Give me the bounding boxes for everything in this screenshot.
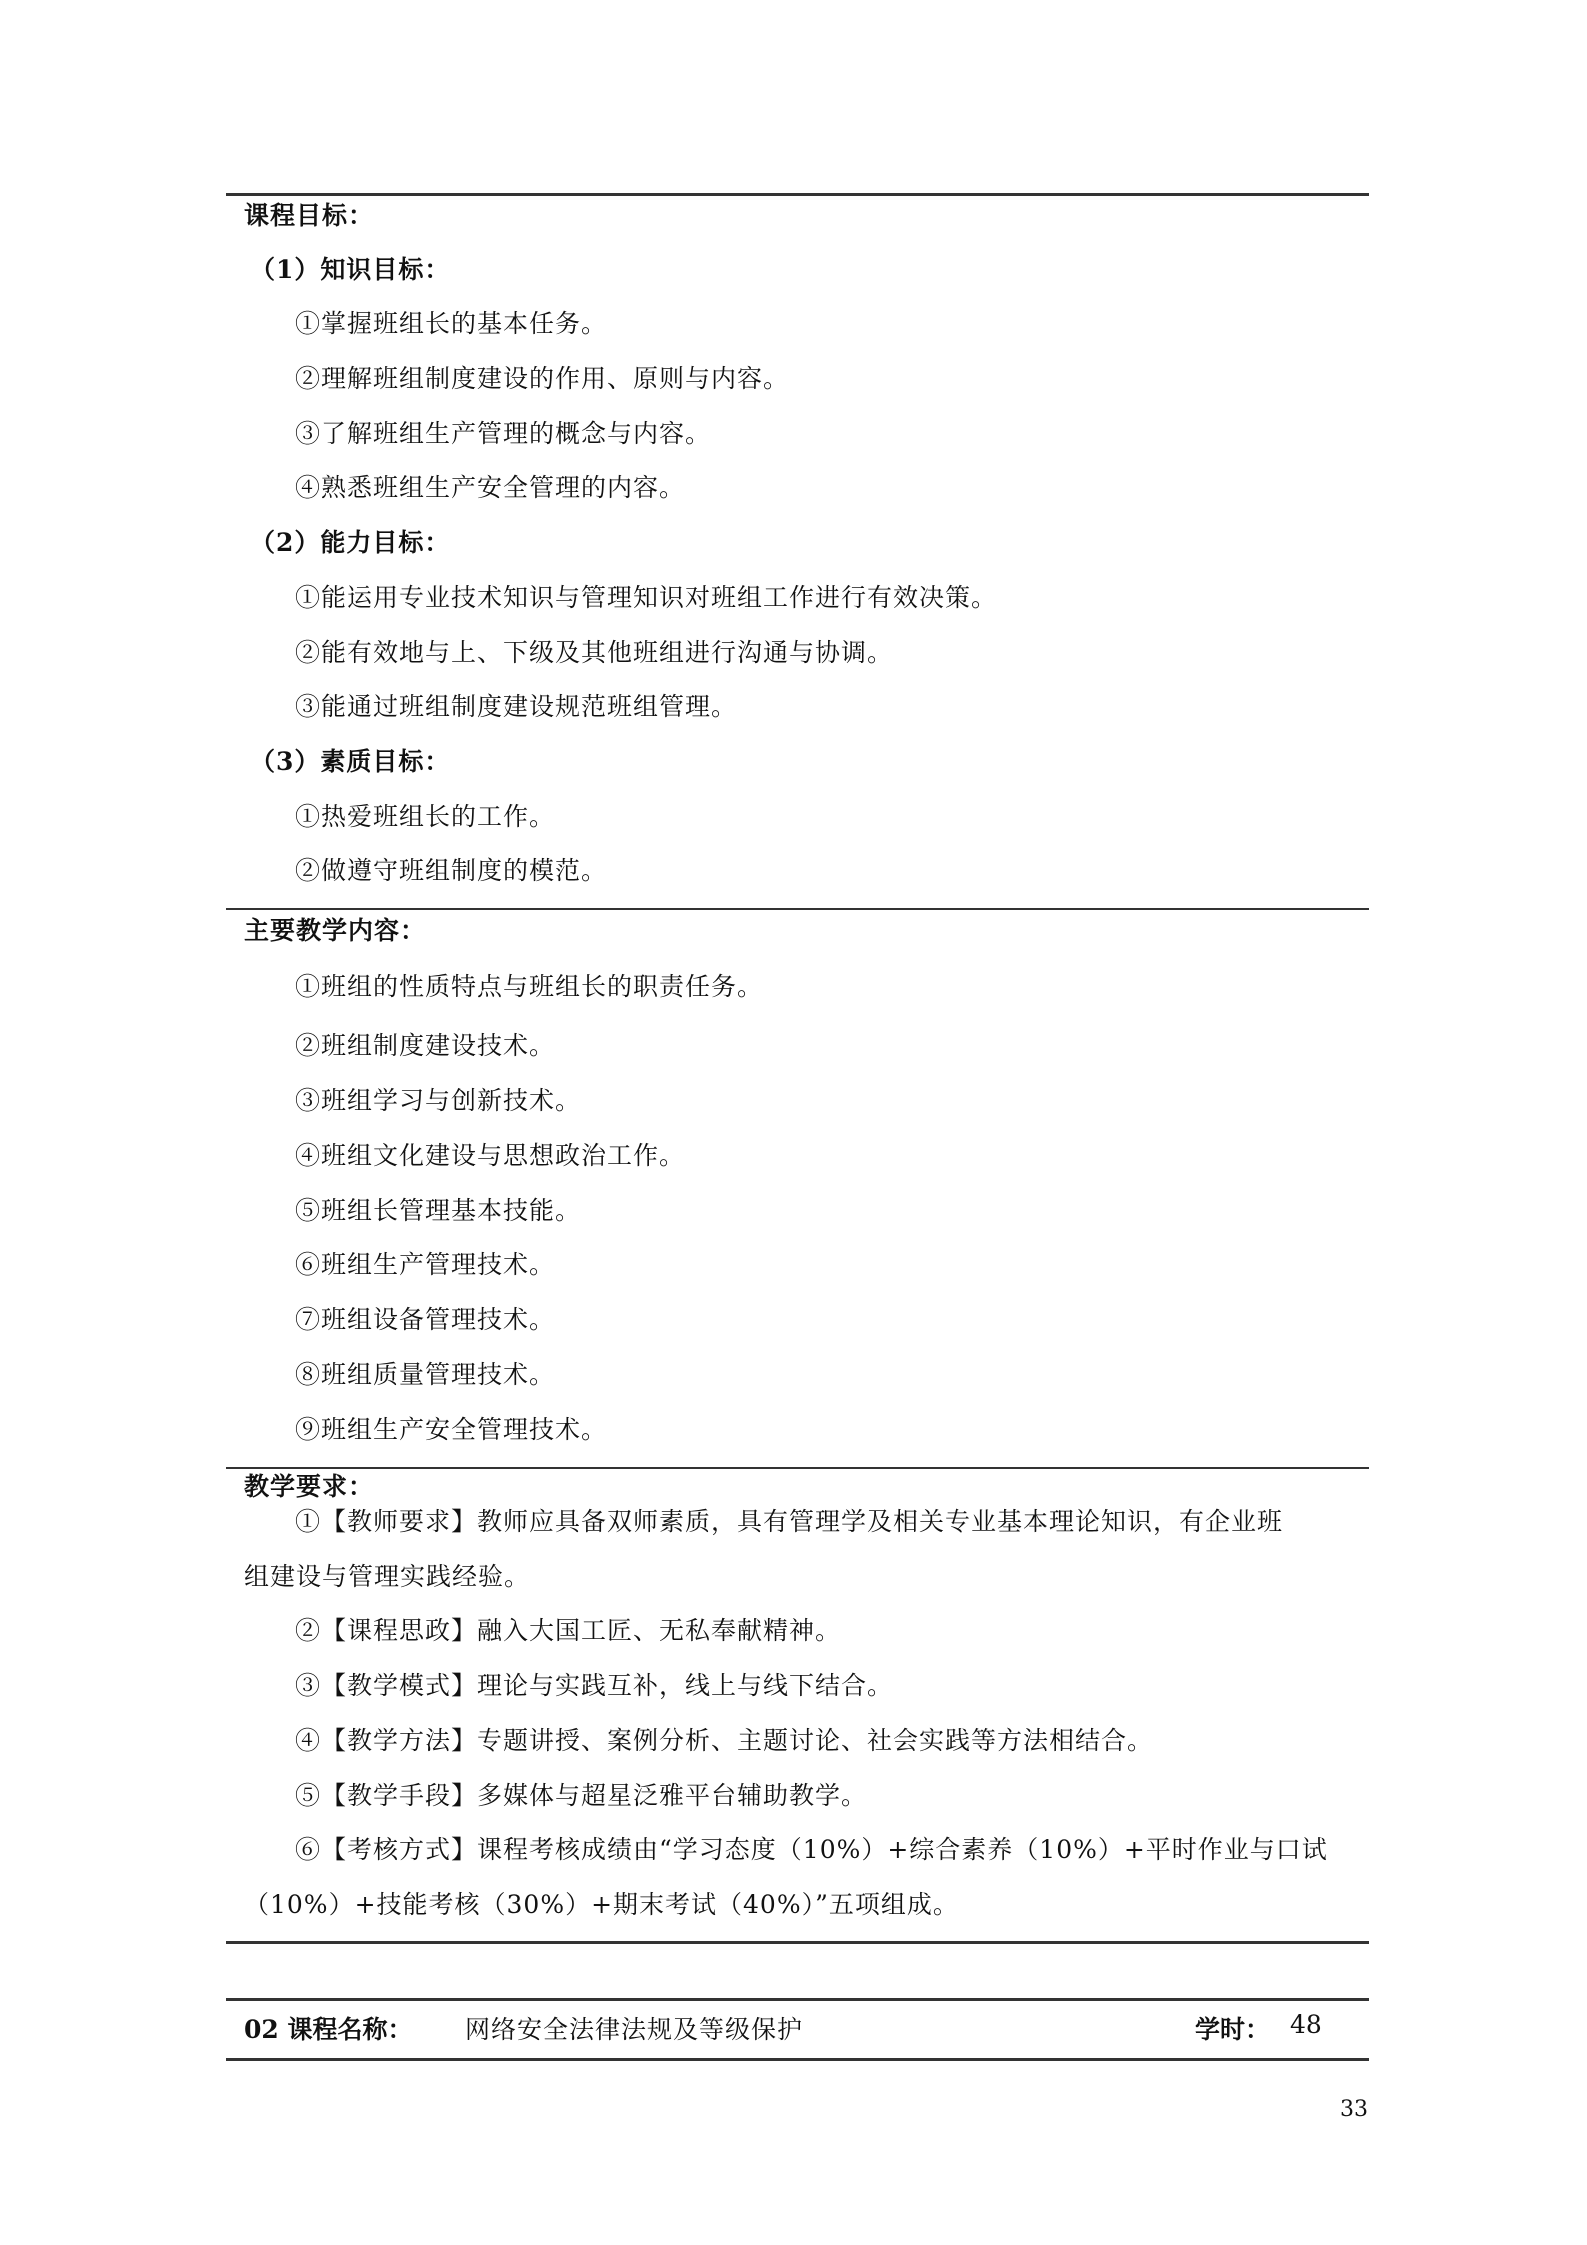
list-item: ④班组文化建设与思想政治工作。 [295, 1141, 686, 1170]
divider-requirements [226, 1467, 1369, 1469]
list-item: ③班组学习与创新技术。 [295, 1086, 582, 1115]
list-item: ②能有效地与上、下级及其他班组进行沟通与协调。 [295, 638, 894, 667]
course-hours-label: 学时： [1195, 2015, 1271, 2044]
requirement-method: ④【教学方法】专题讲授、案例分析、主题讨论、社会实践等方法相结合。 [295, 1726, 1154, 1755]
list-item: ②理解班组制度建设的作用、原则与内容。 [295, 364, 790, 393]
list-item: ⑨班组生产安全管理技术。 [295, 1415, 608, 1444]
next-table-top-rule [226, 1998, 1369, 2001]
list-item: ②做遵守班组制度的模范。 [295, 856, 608, 885]
list-item: ⑥班组生产管理技术。 [295, 1250, 556, 1279]
requirement-teacher-cont: 组建设与管理实践经验。 [244, 1562, 531, 1591]
next-table-bottom-rule [226, 2058, 1369, 2061]
requirements-heading: 教学要求： [244, 1472, 375, 1501]
divider-content [226, 908, 1369, 910]
list-item: ③了解班组生产管理的概念与内容。 [295, 419, 712, 448]
requirement-mode: ③【教学模式】理论与实践互补，线上与线下结合。 [295, 1671, 894, 1700]
list-item: ⑤班组长管理基本技能。 [295, 1196, 582, 1225]
quality-goals-heading: （3）素质目标： [250, 747, 451, 776]
course-name-value: 网络安全法律法规及等级保护 [465, 2015, 804, 2044]
requirement-teacher: ①【教师要求】教师应具备双师素质，具有管理学及相关专业基本理论知识，有企业班 [295, 1507, 1284, 1536]
requirement-assessment-cont: （10%）+技能考核（30%）+期末考试（40%）”五项组成。 [244, 1890, 959, 1919]
list-item: ①能运用专业技术知识与管理知识对班组工作进行有效决策。 [295, 583, 998, 612]
goals-heading: 课程目标： [244, 201, 375, 230]
requirement-means: ⑤【教学手段】多媒体与超星泛雅平台辅助教学。 [295, 1781, 868, 1810]
course-hours-value: 48 [1290, 2010, 1322, 2039]
list-item: ①热爱班组长的工作。 [295, 802, 556, 831]
table-top-rule [226, 193, 1369, 196]
page-number: 33 [1340, 2097, 1368, 2122]
table-bottom-rule [226, 1941, 1369, 1944]
requirement-ideology: ②【课程思政】融入大国工匠、无私奉献精神。 [295, 1616, 842, 1645]
list-item: ⑦班组设备管理技术。 [295, 1305, 556, 1334]
list-item: ②班组制度建设技术。 [295, 1031, 556, 1060]
list-item: ④熟悉班组生产安全管理的内容。 [295, 473, 686, 502]
ability-goals-heading: （2）能力目标： [250, 528, 451, 557]
list-item: ①班组的性质特点与班组长的职责任务。 [295, 972, 764, 1001]
content-heading: 主要教学内容： [244, 916, 427, 945]
knowledge-goals-heading: （1）知识目标： [250, 255, 451, 284]
course-name-label: 02 课程名称： [244, 2015, 413, 2044]
list-item: ①掌握班组长的基本任务。 [295, 309, 608, 338]
requirement-assessment: ⑥【考核方式】课程考核成绩由“学习态度（10%）+综合素养（10%）+平时作业与口试 [295, 1835, 1328, 1864]
list-item: ③能通过班组制度建设规范班组管理。 [295, 692, 738, 721]
list-item: ⑧班组质量管理技术。 [295, 1360, 556, 1389]
